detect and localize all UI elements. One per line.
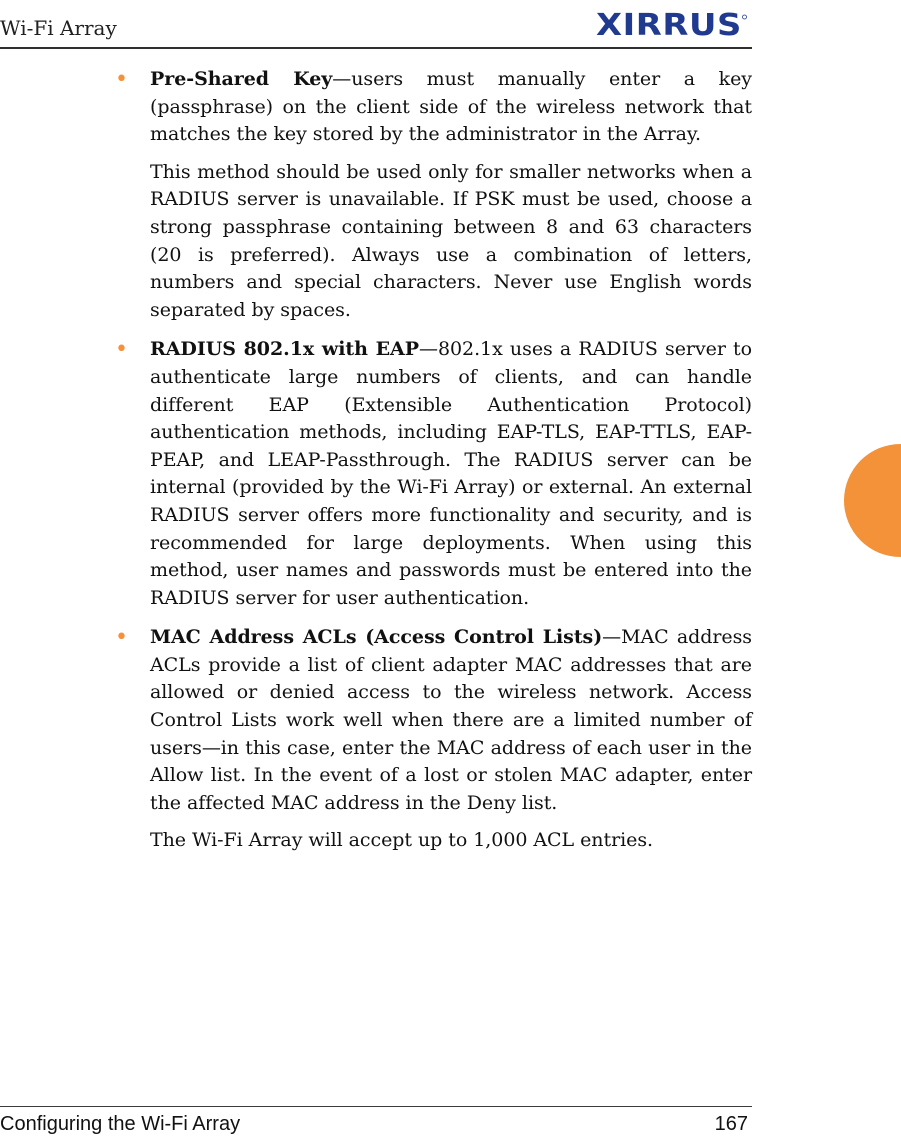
item-term: RADIUS 802.1x with EAP xyxy=(150,338,419,361)
document-body xyxy=(115,66,753,867)
xirrus-logo xyxy=(596,7,748,41)
item-text: —users must manually enter a key (passphrase) on the client side of the wireless network that matches the key stored by the administrator in the Array. xyxy=(150,68,752,146)
chapter-tab xyxy=(844,444,901,557)
item-paragraph xyxy=(150,624,752,817)
item-text: —802.1x uses a RADIUS server to authenticate large numbers of clients, and can handle different EAP (Extensible Authentication Protocol) authentication methods, including EAP-TLS, EAP-TTLS, EAP-PEAP, and LEAP-Passthrough. The RADIUS server can be internal (provided by the Wi-Fi Array) or external. An external RADIUS server offers more functionality and security, and is recommended for large deployments. When using this method, user names and passwords must be entered into the RADIUS server for user authentication. xyxy=(150,338,753,609)
header-rule xyxy=(0,47,752,49)
list-item xyxy=(115,624,752,855)
bullet-icon: • xyxy=(115,625,128,651)
footer-rule xyxy=(0,1106,752,1107)
item-text: —MAC address ACLs provide a list of client adapter MAC addresses that are allowed or denied access to the wireless network. Access Control Lists work well when there are a limited number of users—in this case, enter the MAC address of each user in the Allow list. In the event of a lost or stolen MAC adapter, enter the affected MAC address in the Deny list. xyxy=(150,626,752,814)
item-extra-paragraph: The Wi-Fi Array will accept up to 1,000 ACL entries. xyxy=(150,829,654,852)
bullet-icon: • xyxy=(115,337,128,363)
list-item xyxy=(115,336,753,612)
item-term: Pre-Shared Key xyxy=(150,68,333,90)
bullet-icon: • xyxy=(115,67,128,92)
page-number: 167 xyxy=(714,1113,748,1135)
item-paragraph xyxy=(150,336,752,612)
footer-section-title: Configuring the Wi-Fi Array xyxy=(0,1113,241,1135)
logo-text: XIRRUS xyxy=(596,8,742,41)
item-term: MAC Address ACLs (Access Control Lists) xyxy=(150,626,603,649)
item-paragraph xyxy=(150,66,752,149)
list-item xyxy=(115,66,752,324)
header-title: Wi-Fi Array xyxy=(0,16,117,40)
item-extra-paragraph: This method should be used only for smaller networks when a RADIUS server is unavailable. If PSK must be used, choose a strong passphrase containing between 8 and 63 characters (20 is preferred). Always use a combination of letters, numbers and special characters. Never use English words separated by spaces. xyxy=(150,160,752,321)
